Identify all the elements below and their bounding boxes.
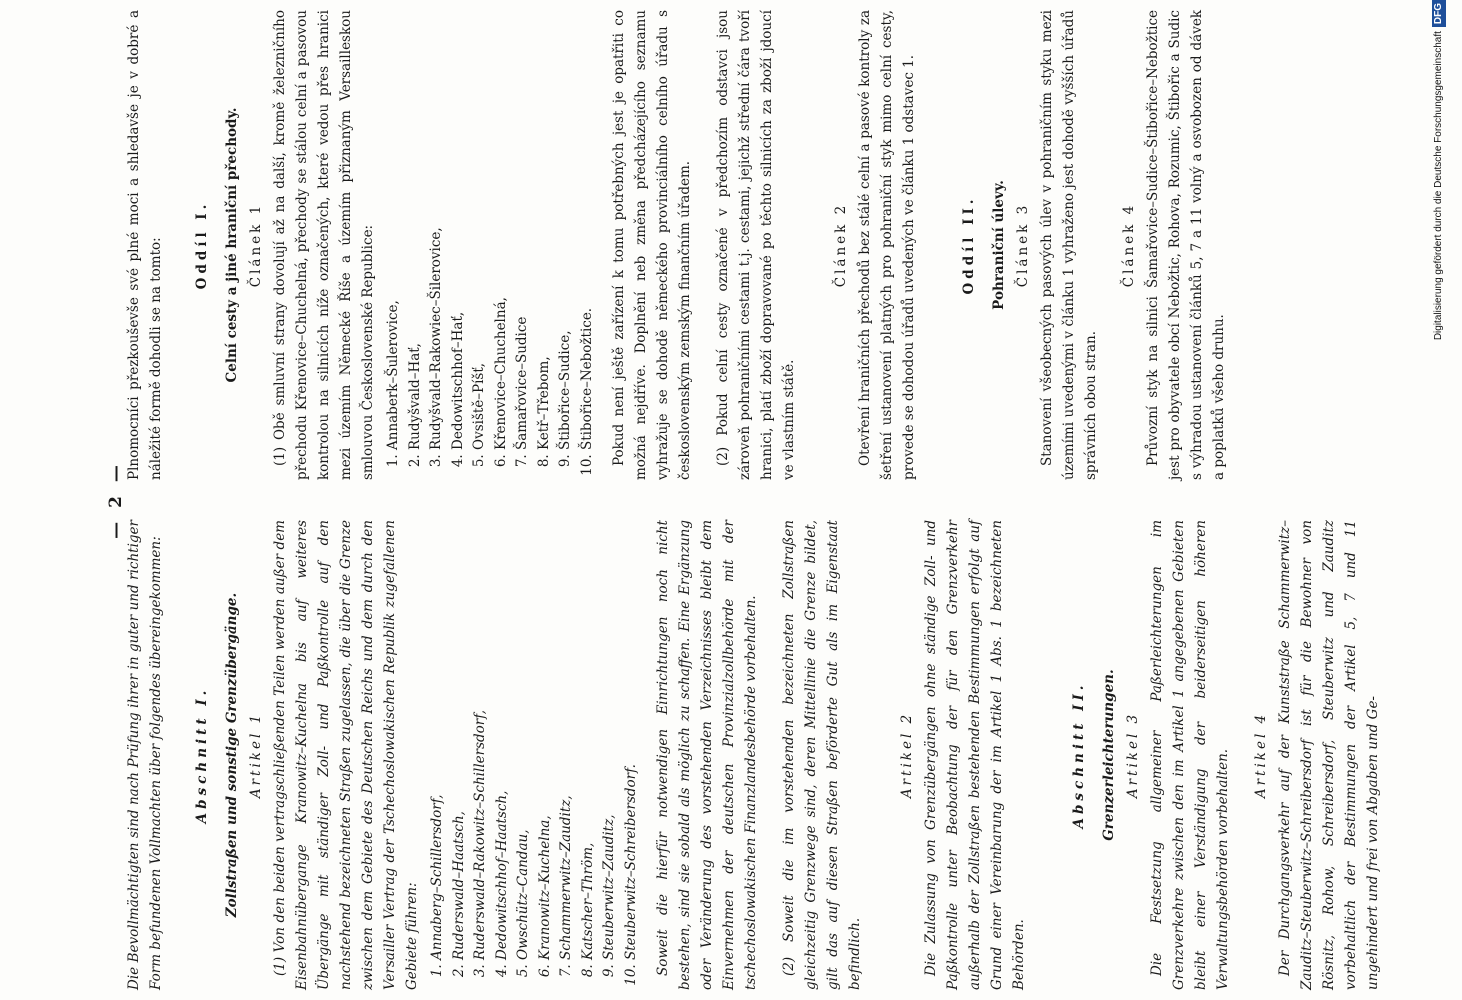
list-item: 5. Ovsiště–Píšť, [469,10,491,450]
czech-section2-heading: Pohraniční úlevy. [991,180,1007,310]
german-art1-p2: Soweit die hierfür notwendigen Einrichtungen noch nicht bestehen, sind sie sobald als möglich zu schaffen. Eine Ergänzung oder Veränderung des vorstehenden Verzeichnisses bleibt dem Einvernehmen der deutschen Provinzialzollbehörde mit der tschechoslowakischen Finanzlandesbehörde vorbehalten. [655,520,759,990]
german-section1-heading: Zollstraßen und sonstige Grenzübergänge. [224,592,240,918]
czech-art2-p: Otevření hraničních přechodů bez stálé celní a pasové kontroly za šetření ustanovení platných pro pohraniční styk mimo celní cesty, provede se dohodou úřadů uvedených ve článku 1 odstavec 1. [857,10,917,480]
german-article2: Artikel 2 [899,711,915,799]
list-item: 9. Steuberwitz–Zauditz, [599,520,621,960]
czech-section1-heading: Celní cesty a jiné hraniční přechody. [224,107,240,383]
czech-article1: Článek 1 [248,202,264,288]
list-item: 10. Steuberwitz–Schreibersdorf. [621,520,643,960]
german-art3-p: Die Festsetzung allgemeiner Paßerleichterungen im Grenzverkehre zwischen den im Artikel 1 angegebenen Gebieten bleibt einer Verständigung der beiderseitigen höheren Verwaltungsbehörden vorbehalten. [1149,520,1231,990]
list-item: 8. Ketř–Třebom, [534,10,556,450]
czech-art1-p3: (2) Pokud celní cesty označené v předchozím odstavci jsou zároveň pohraničními cestami t.j. cestami, jejichž střední čára tvoří hranici, platí zboží dopravované po těchto silnicích za zboží jdoucí ve vlastním státě. [715,10,797,480]
page-number: — 2 — [106,461,126,539]
czech-intro: Plnomocníci přezkouševše své plné moci a shledavše je v dobré a náležité formě dohodli se na tomto: [126,10,164,480]
list-item: 5. Owschütz–Candau, [513,520,535,960]
list-item: 4. Dedowitschhof–Haatsch, [492,520,514,960]
german-article3: Artikel 3 [1125,711,1141,799]
czech-article4: Článek 4 [1121,202,1137,288]
digitization-credit [1402,0,1444,1000]
german-section2-heading: Grenzerleichterungen. [1101,669,1117,841]
german-article4: Artikel 4 [1253,711,1269,799]
dfg-logo: DFG [1432,0,1446,27]
list-item: 6. Kranowitz–Kuchelna, [535,520,557,960]
list-item: 8. Katscher–Thröm, [578,520,600,960]
german-art4-p: Der Durchgangsverkehr auf der Kunststraße Schammerwitz–Zauditz–Steuberwitz–Schreibersdorf ist für die Bewohner von Rösnitz, Rohow, Schreibersdorf, Steuberwitz und Zauditz vorbehaltlich der Bestimmungen der Artikel 5, 7 und 11 ungehindert und frei von Abgaben und Ge- [1277,520,1381,990]
credit-text: Digitalisierung gefördert durch die Deutsche Forschungsgemeinschaft [1433,31,1444,341]
german-section2-title: Abschnitt II. [1071,681,1087,829]
german-crossing-list [427,520,642,990]
czech-section1-title: Oddíl I. [194,200,210,290]
czech-section2-title: Oddíl II. [961,195,977,295]
list-item: 7. Schammerwitz–Zauditz, [556,520,578,960]
list-item: 9. Štibořice–Sudice, [555,10,577,450]
list-item: 6. Křenovice–Chuchelná, [491,10,513,450]
german-art1-p3: (2) Soweit die im vorstehenden bezeichneten Zollstraßen gleichzeitig Grenzwege sind, deren Mittellinie die Grenze bildet, gilt das auf diesen Straßen beförderte Gut als im Eigenstaat befindlich. [781,520,863,990]
german-article1: Artikel 1 [248,711,264,799]
czech-crossing-list [383,10,598,480]
list-item: 1. Annaberg–Schillersdorf, [427,520,449,960]
list-item: 3. Ruderswald–Rakowitz–Schillersdorf, [470,520,492,960]
list-item: 1. Annaberk–Šulerovice, [383,10,405,450]
list-item: 10. Štibořice–Nebožtice. [577,10,599,450]
czech-column [123,10,1232,480]
german-art2-p: Die Zulassung von Grenzübergängen ohne ständige Zoll- und Paßkontrolle unter Beobachtung der für den Grenzverkehr außerhalb der Zollstraßen bestehenden Bestimmungen erfolgt auf Grund einer Vereinbarung der im Artikel 1 Abs. 1 bezeichneten Behörden. [923,520,1027,990]
czech-art1-p1: (1) Obě smluvní strany dovolují až na další, kromě železničního přechodu Křenovice–Chuchelná, přechody se stálou celní a pasovou kontrolou na silnicích níže označených, které vedou přes hranici mezi územím Německé Říše a územím přiznaným Versailleskou smlouvou Československé Republice: [272,10,376,480]
list-item: 4. Dedowitschhof–Hať, [448,10,470,450]
czech-art3-p: Stanovení všeobecných pasových úlev v pohraničním styku mezi územími uvedenými v článku 1 vyhraženo jest dohodě vyšších úřadů správních obou stran. [1039,10,1099,480]
czech-art4-p: Průvozní styk na silnici Šamařovice–Sudice–Štibořice–Nebožtice jest pro obyvatele obcí Nebožtic, Rohova, Rozumic, Štibořic a Sudic s výhradou ustanovení článků 5, 7 a 11 volný a osvobozen od dávek a poplatků všeho druhu. [1145,10,1227,480]
german-column [123,520,1386,990]
czech-article3: Článek 3 [1015,202,1031,288]
list-item: 7. Šamařovice–Sudice [512,10,534,450]
german-intro: Die Bevollmächtigten sind nach Prüfung ihrer in guter und richtiger Form befundenen Vollmachten über folgendes übereingekommen: [126,520,164,990]
list-item: 2. Rudyšvald–Hať, [405,10,427,450]
list-item: 3. Rudyšvald–Rakowiec–Šilerovice, [426,10,448,450]
german-art1-p1: (1) Von den beiden vertragschließenden Teilen werden außer dem Eisenbahnübergange Kranowitz–Kuchelna bis auf weiteres Übergänge mit ständiger Zoll- und Paßkontrolle auf den nachstehend bezeichneten Straßen zugelassen, die über die Grenze zwischen dem Gebiete des Deutschen Reichs und dem durch den Versailler Vertrag der Tschechoslowakischen Republik zugefallenen Gebiete führen: [272,520,420,990]
czech-art1-p2: Pokud není ještě zařízení k tomu potřebných jest je opatřiti co možná nejdříve. Doplnění neb změna předcházejícího seznamu vyhražuje se dohodě německého provinciálního celního úřadu s československým zemským finančním úřadem. [611,10,693,480]
rotated-document [106,0,1408,1000]
list-item: 2. Ruderswald–Haatsch, [449,520,471,960]
german-section1-title: Abschnitt I. [194,686,210,824]
czech-article2: Článek 2 [833,202,849,288]
